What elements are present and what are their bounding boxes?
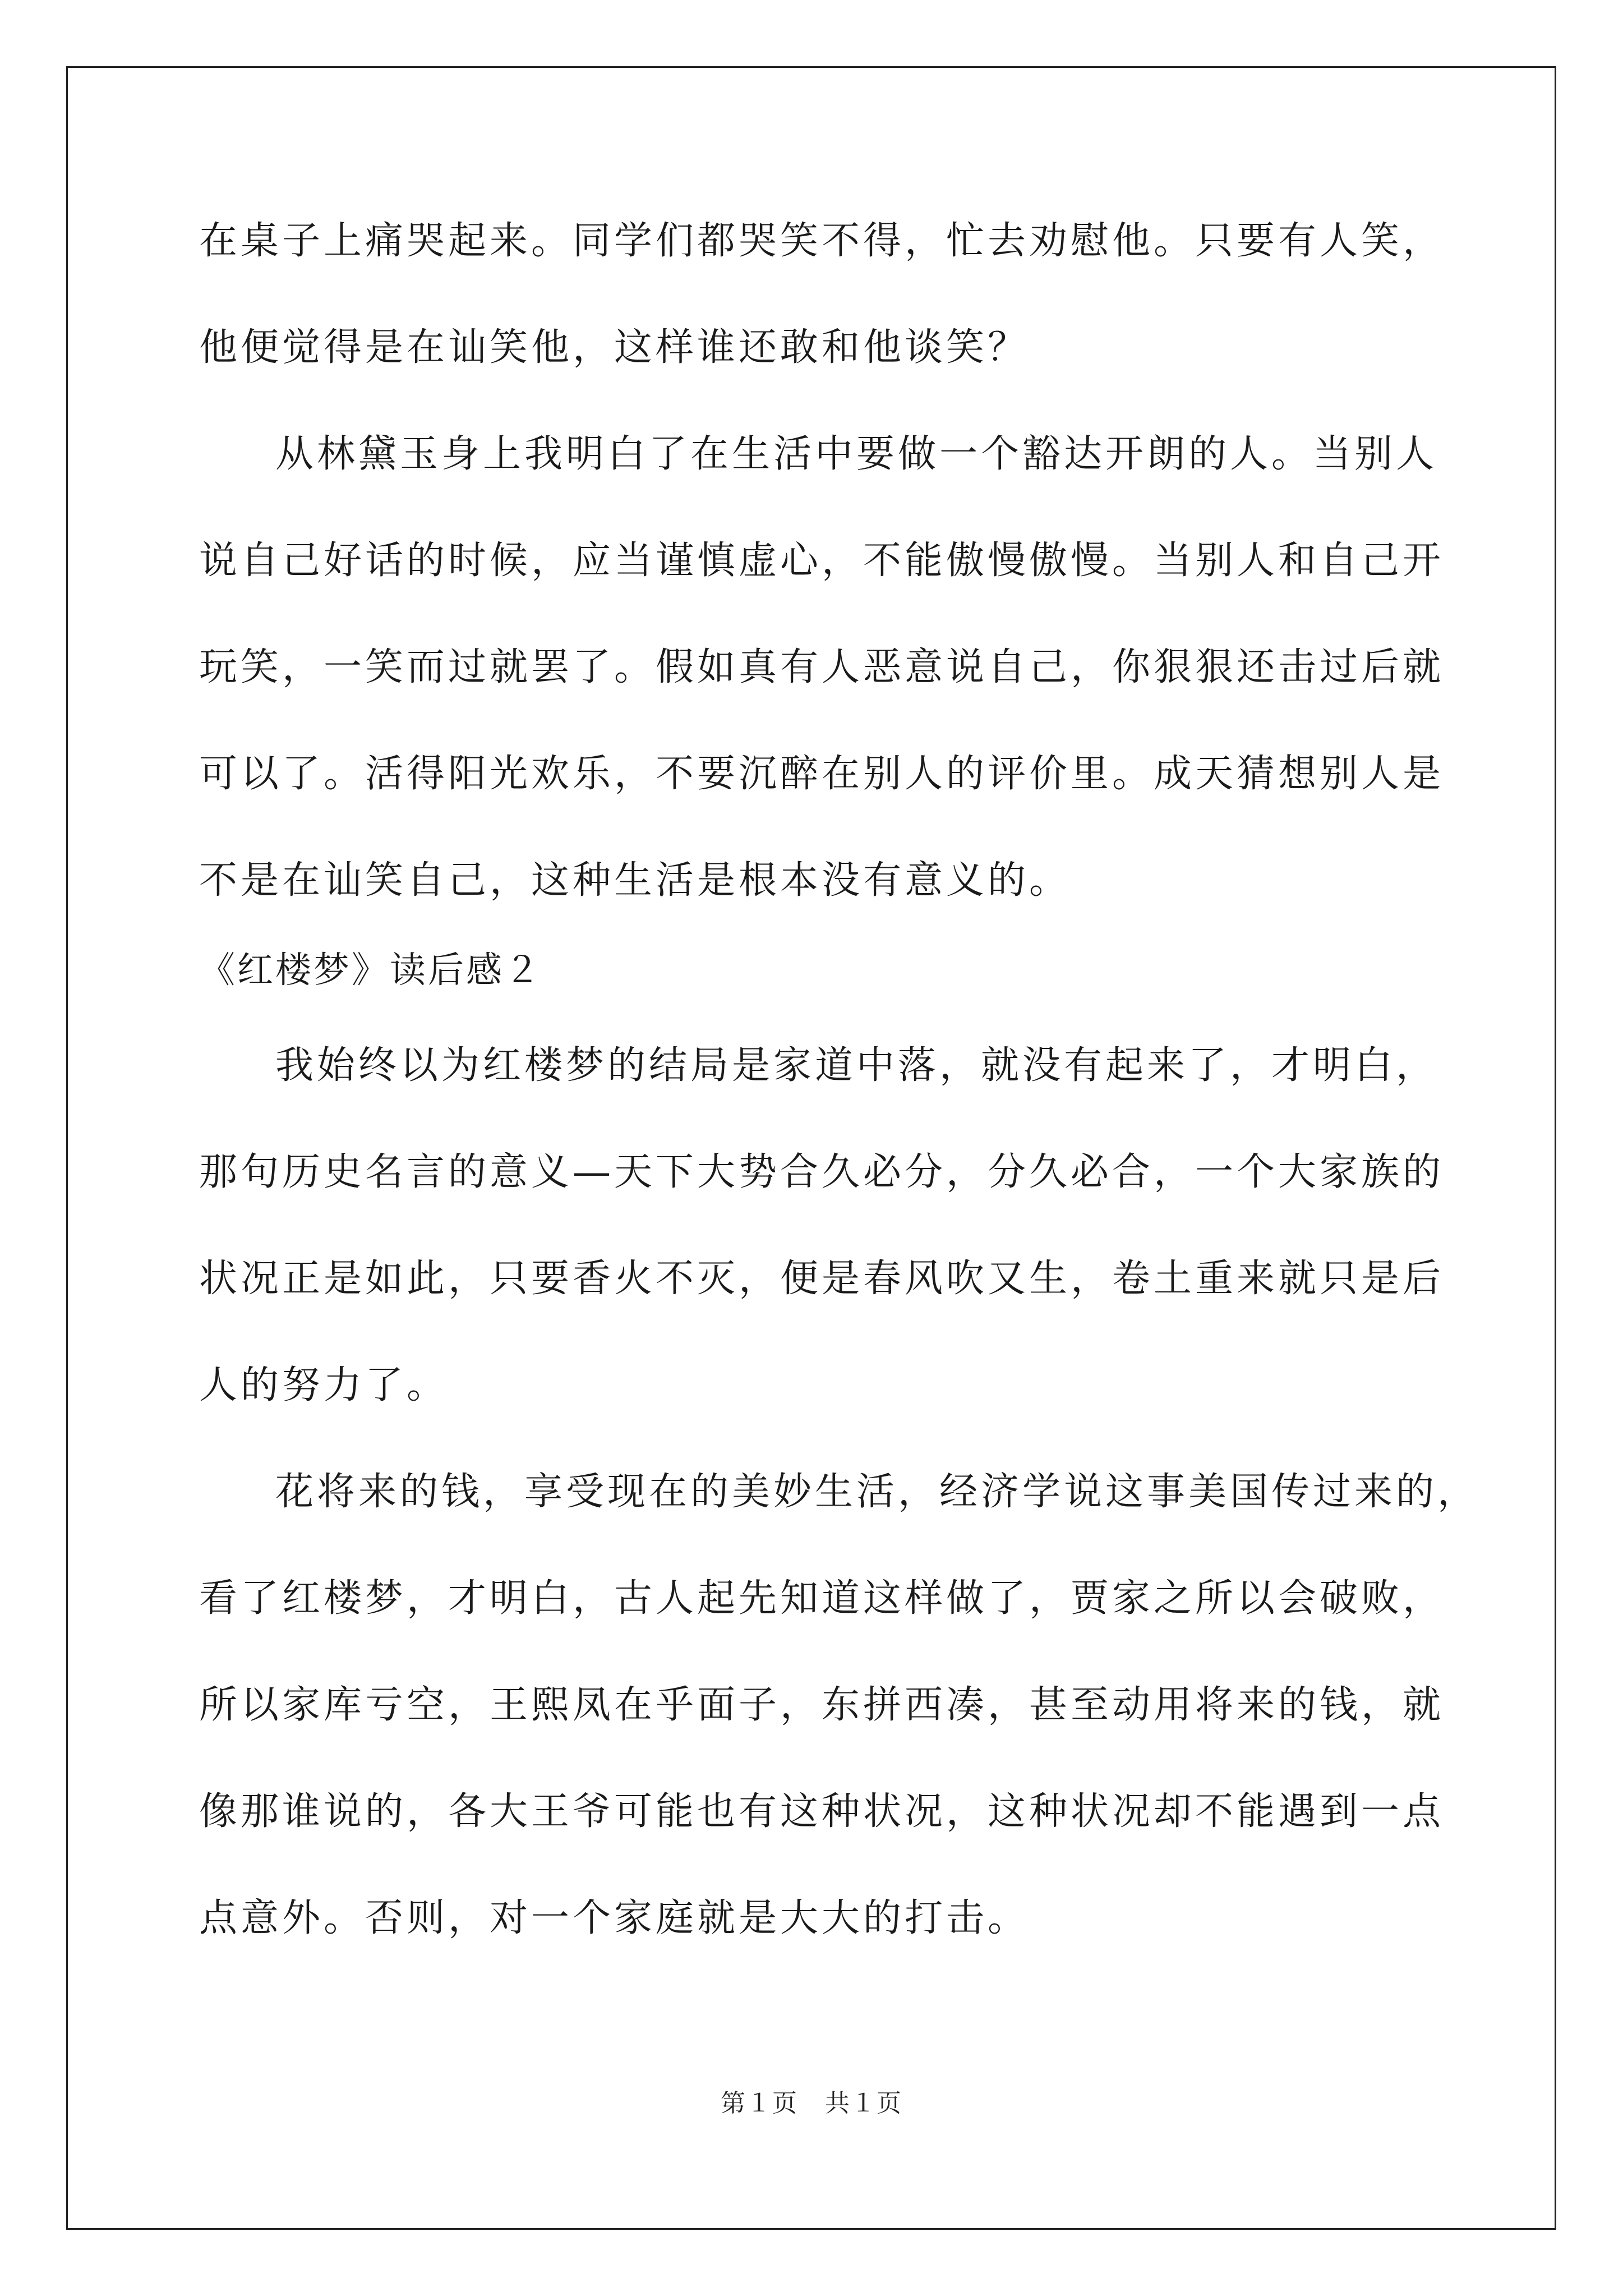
text-line: 状况正是如此，只要香火不灭，便是春风吹又生，卷土重来就只是后 [199, 1257, 1445, 1301]
text-line: 玩笑，一笑而过就罢了。假如真有人恶意说自己，你狠狠还击过后就 [199, 645, 1445, 689]
page-footer [0, 2087, 1623, 2120]
text-line: 点意外。否则，对一个家庭就是大大的打击。 [199, 1896, 1030, 1940]
paragraph-start-line: 从林黛玉身上我明白了在生活中要做一个豁达开朗的人。当别人 [275, 432, 1438, 476]
text-line: 像那谁说的，各大王爷可能也有这种状况，这种状况却不能遇到一点 [199, 1789, 1445, 1834]
page-number: 第１页 [721, 2089, 798, 2118]
text-line: 人的努力了。 [199, 1363, 449, 1407]
paragraph-start-line: 我始终以为红楼梦的结局是家道中落，就没有起来了，才明白， [275, 1043, 1438, 1088]
text-line: 所以家库亏空，王熙凤在乎面子，东拼西凑，甚至动用将来的钱，就 [199, 1683, 1445, 1727]
text-line: 不是在讪笑自己，这种生活是根本没有意义的。 [199, 858, 1071, 903]
paragraph-start-line: 花将来的钱，享受现在的美妙生活，经济学说这事美国传过来的， [275, 1470, 1479, 1514]
text-line: 他便觉得是在讪笑他，这样谁还敢和他谈笑？ [199, 325, 1030, 370]
text-line: 在桌子上痛哭起来。同学们都哭笑不得，忙去劝慰他。只要有人笑， [199, 219, 1445, 263]
text-line: 看了红楼梦，才明白，古人起先知道这样做了，贾家之所以会破败， [199, 1576, 1445, 1621]
page-total: 共１页 [825, 2089, 902, 2118]
section-heading: 《红楼梦》读后感２ [199, 950, 542, 991]
text-line: 那句历史名言的意义—天下大势合久必分，分久必合，一个大家族的 [199, 1150, 1445, 1194]
text-line: 说自己好话的时候，应当谨慎虚心，不能傲慢傲慢。当别人和自己开 [199, 539, 1445, 583]
text-line: 可以了。活得阳光欢乐，不要沉醉在别人的评价里。成天猜想别人是 [199, 752, 1445, 796]
